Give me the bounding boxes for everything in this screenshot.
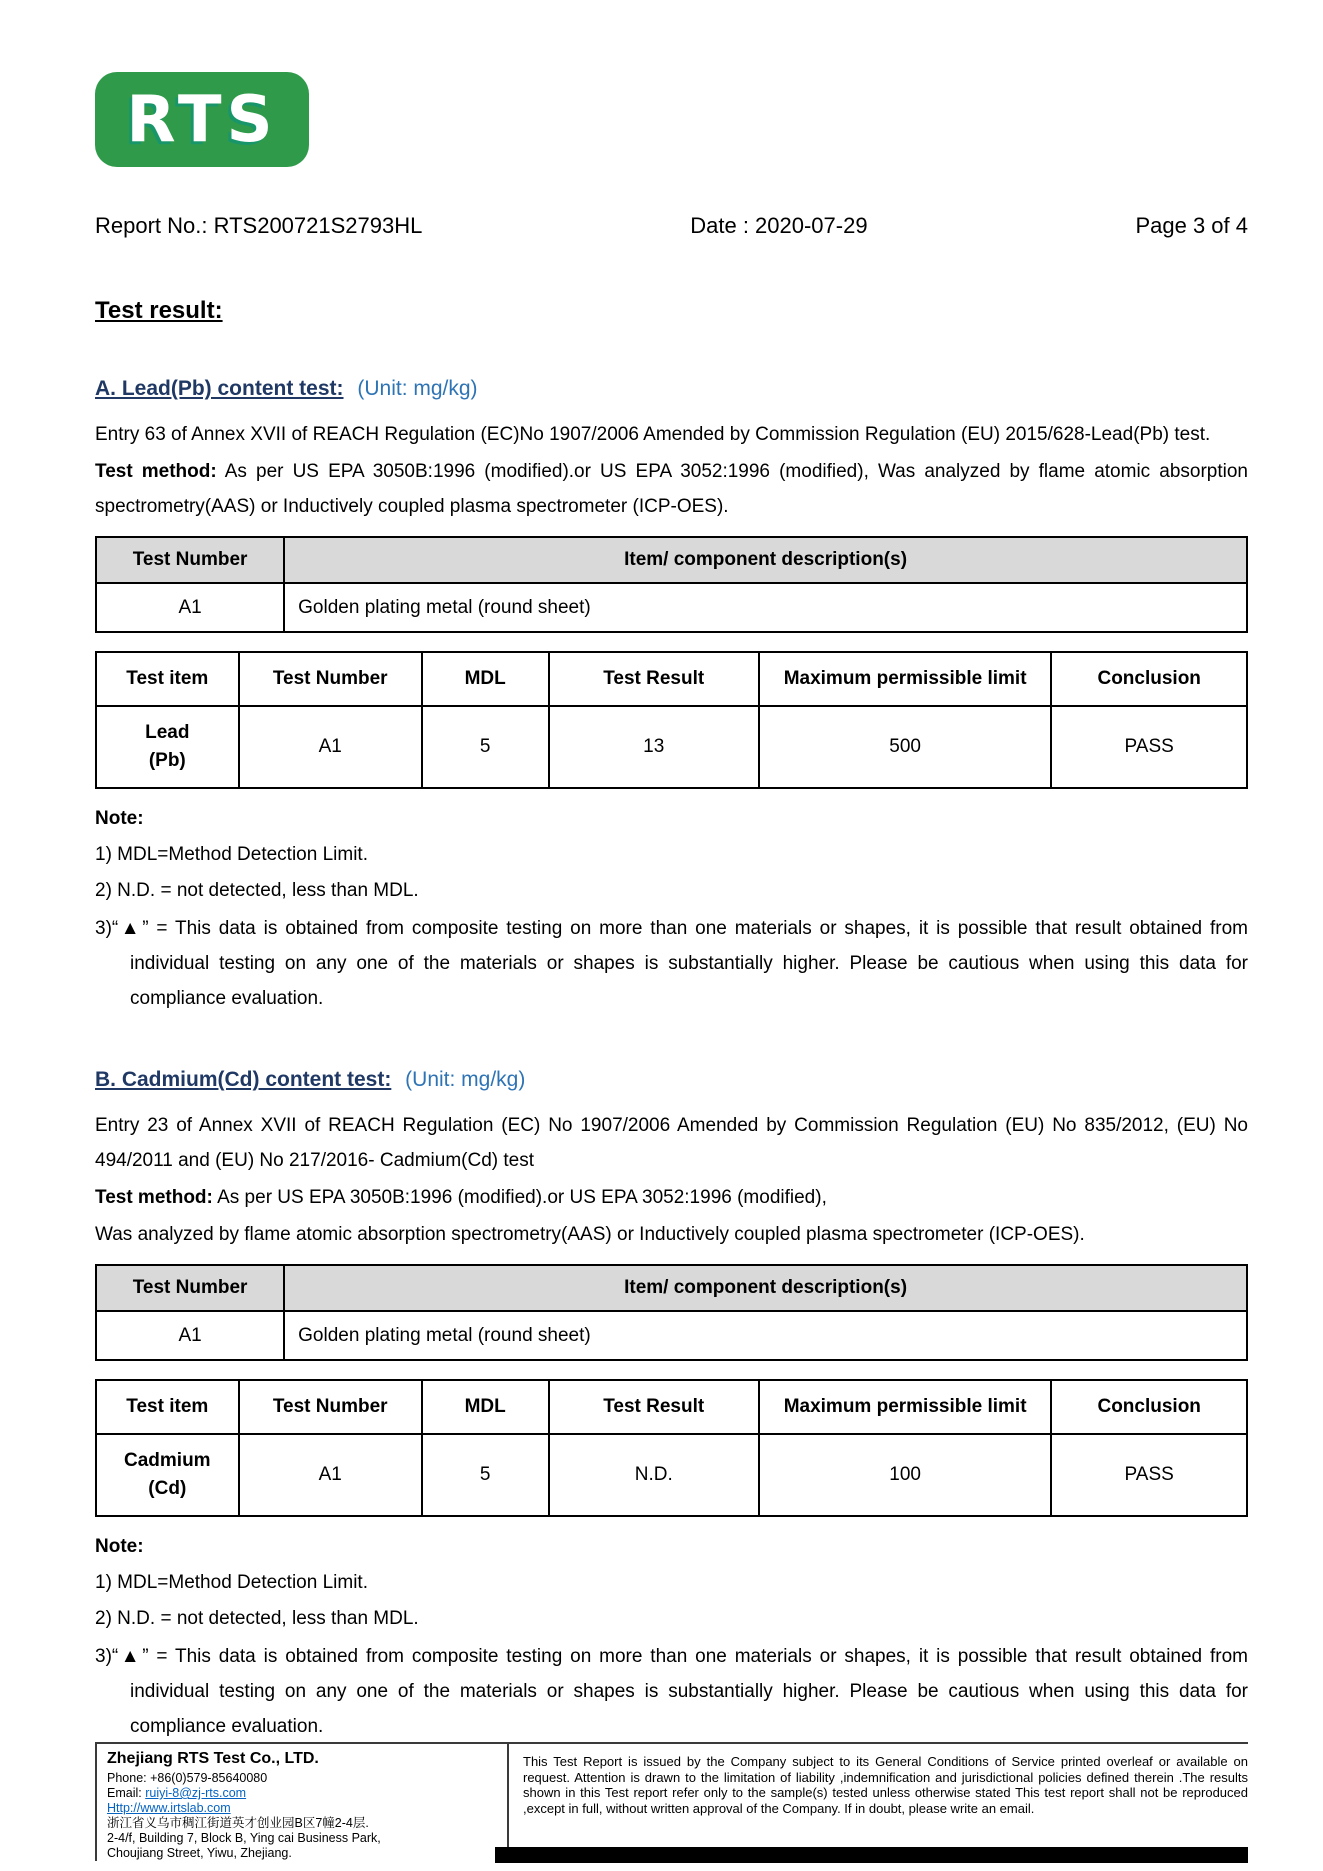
cell-test-result: 13: [549, 706, 759, 788]
cell-mdl: 5: [422, 1434, 549, 1516]
rts-logo-text: RTS: [126, 82, 278, 157]
company-name: Zhejiang RTS Test Co., LTD.: [107, 1750, 319, 1767]
test-method-text: As per US EPA 3050B:1996 (modified).or US EPA 3052:1996 (modified), Was analyzed by flame atomic absorption spectrometry(AAS) or Inductively coupled plasma spectrometer (ICP-OES).: [95, 461, 1248, 517]
section-a-heading: [95, 377, 1248, 401]
col-header-max-limit: Maximum permissible limit: [759, 652, 1052, 706]
page-title: Test result:: [95, 297, 223, 324]
cell-test-number: A1: [239, 1434, 422, 1516]
cell-item-description: Golden plating metal (round sheet): [284, 1311, 1247, 1360]
report-number: Report No.: RTS200721S2793HL: [95, 213, 423, 238]
note-1: 1) MDL=Method Detection Limit.: [95, 1572, 368, 1593]
note-2: 2) N.D. = not detected, less than MDL.: [95, 1608, 419, 1629]
report-date: Date : 2020-07-29: [690, 213, 868, 238]
section-a-intro: Entry 63 of Annex XVII of REACH Regulation (EC)No 1907/2006 Amended by Commission Regulation (EU) 2015/628-Lead(Pb) test.: [95, 424, 1211, 445]
component-table-b-header-row: [96, 1265, 1247, 1311]
section-b-unit: (Unit: mg/kg): [405, 1068, 526, 1091]
note-3: 3)“▲” = This data is obtained from composite testing on more than one materials or shapes, it is possible that result obtained from individual testing on any one of the materials or shapes is substantially higher. Please be cautious when using this data for compliance evaluation.: [95, 918, 1248, 1009]
note-3: 3)“▲” = This data is obtained from composite testing on more than one materials or shapes, it is possible that result obtained from individual testing on any one of the materials or shapes is substantially higher. Please be cautious when using this data for compliance evaluation.: [95, 1646, 1248, 1737]
col-header-test-number: Test Number: [239, 652, 422, 706]
test-method-text: As per US EPA 3050B:1996 (modified).or US EPA 3052:1996 (modified),: [217, 1187, 827, 1208]
test-item-name: Cadmium: [124, 1450, 211, 1471]
report-header: [95, 213, 1248, 239]
disclaimer-text: This Test Report is issued by the Company subject to its General Conditions of Service printed overleaf or available on request. Attention is drawn to the limitation of liability ,indemnification and jurisdictional policies defined therein .The results shown in this Test report refer only to the sample(s) tested unless otherwise stated This test report shall not be reproduced ,except in full, without written approval of the Company. If in doubt, please write an email.: [523, 1754, 1248, 1816]
email-label: Email:: [107, 1786, 146, 1800]
result-table-a: [95, 651, 1248, 789]
cell-test-result: N.D.: [549, 1434, 759, 1516]
test-item-symbol: (Cd): [148, 1478, 187, 1499]
cell-max-limit: 500: [759, 706, 1052, 788]
company-email-line: [107, 1786, 507, 1801]
section-b-method-2: Was analyzed by flame atomic absorption spectrometry(AAS) or Inductively coupled plasma spectrometer (ICP-OES).: [95, 1224, 1085, 1245]
result-table-b-data-row: [96, 1434, 1247, 1516]
section-b-heading: [95, 1068, 1248, 1092]
note-label: Note:: [95, 1536, 144, 1557]
col-header-mdl: MDL: [422, 1380, 549, 1434]
note-2: 2) N.D. = not detected, less than MDL.: [95, 880, 419, 901]
result-table-b-header-row: [96, 1380, 1247, 1434]
col-header-max-limit: Maximum permissible limit: [759, 1380, 1052, 1434]
result-table-b: [95, 1379, 1248, 1517]
company-phone: Phone: +86(0)579-85640080: [107, 1771, 268, 1785]
test-method-label: Test method:: [95, 461, 217, 482]
test-item-name: Lead: [145, 722, 190, 743]
rts-logo: [95, 72, 309, 167]
col-header-test-result: Test Result: [549, 1380, 759, 1434]
page-indicator: Page 3 of 4: [1135, 213, 1248, 238]
report-page: [95, 0, 1248, 1744]
company-address-en-1: 2-4/f, Building 7, Block B, Ying cai Business Park,: [107, 1831, 381, 1845]
company-address-cn: 浙江省义乌市稠江街道英才创业园B区7幢2-4层.: [107, 1816, 369, 1830]
col-header-test-result: Test Result: [549, 652, 759, 706]
col-header-test-item: Test item: [96, 652, 239, 706]
section-cadmium: [95, 1068, 1248, 1744]
cell-conclusion: PASS: [1051, 1434, 1247, 1516]
company-info: [95, 1744, 507, 1861]
section-b-title: B. Cadmium(Cd) content test:: [95, 1068, 392, 1091]
component-table-b-data-row: [96, 1311, 1247, 1360]
cell-item-description: Golden plating metal (round sheet): [284, 583, 1247, 632]
cell-mdl: 5: [422, 706, 549, 788]
section-b-intro: Entry 23 of Annex XVII of REACH Regulation (EC) No 1907/2006 Amended by Commission Regulation (EU) No 835/2012, (EU) No 494/2011 and (EU) No 217/2016- Cadmium(Cd) test: [95, 1115, 1248, 1171]
component-table-b: [95, 1264, 1248, 1361]
email-link[interactable]: ruiyi-8@zj-rts.com: [145, 1786, 247, 1800]
company-website-line: [107, 1801, 507, 1816]
test-method-label: Test method:: [95, 1187, 213, 1208]
cell-conclusion: PASS: [1051, 706, 1247, 788]
cell-test-item: [96, 706, 239, 788]
footer-black-bar: [495, 1847, 1248, 1863]
col-header-mdl: MDL: [422, 652, 549, 706]
note-label: Note:: [95, 808, 144, 829]
company-address-en-2: Choujiang Street, Yiwu, Zhejiang.: [107, 1846, 292, 1860]
cell-test-number: A1: [96, 583, 284, 632]
test-item-symbol: (Pb): [148, 750, 186, 771]
cell-test-number: A1: [96, 1311, 284, 1360]
col-header-test-number: Test Number: [239, 1380, 422, 1434]
col-header-test-number: Test Number: [96, 537, 284, 583]
section-a-title: A. Lead(Pb) content test:: [95, 377, 344, 400]
col-header-test-number: Test Number: [96, 1265, 284, 1311]
col-header-item-description: Item/ component description(s): [284, 537, 1247, 583]
col-header-test-item: Test item: [96, 1380, 239, 1434]
cell-test-item: [96, 1434, 239, 1516]
report-footer: [95, 1742, 1248, 1861]
section-b-method: [95, 1180, 1248, 1215]
col-header-conclusion: Conclusion: [1051, 1380, 1247, 1434]
component-table-a-header-row: [96, 537, 1247, 583]
website-link[interactable]: Http://www.irtslab.com: [107, 1801, 231, 1815]
section-lead: [95, 377, 1248, 1016]
notes-b: [95, 1531, 1248, 1744]
notes-a: [95, 803, 1248, 1016]
result-table-a-data-row: [96, 706, 1247, 788]
section-a-method: [95, 454, 1248, 524]
col-header-item-description: Item/ component description(s): [284, 1265, 1247, 1311]
cell-max-limit: 100: [759, 1434, 1052, 1516]
cell-test-number: A1: [239, 706, 422, 788]
col-header-conclusion: Conclusion: [1051, 652, 1247, 706]
component-table-a-data-row: [96, 583, 1247, 632]
component-table-a: [95, 536, 1248, 633]
result-table-a-header-row: [96, 652, 1247, 706]
note-1: 1) MDL=Method Detection Limit.: [95, 844, 368, 865]
section-a-unit: (Unit: mg/kg): [357, 377, 478, 400]
